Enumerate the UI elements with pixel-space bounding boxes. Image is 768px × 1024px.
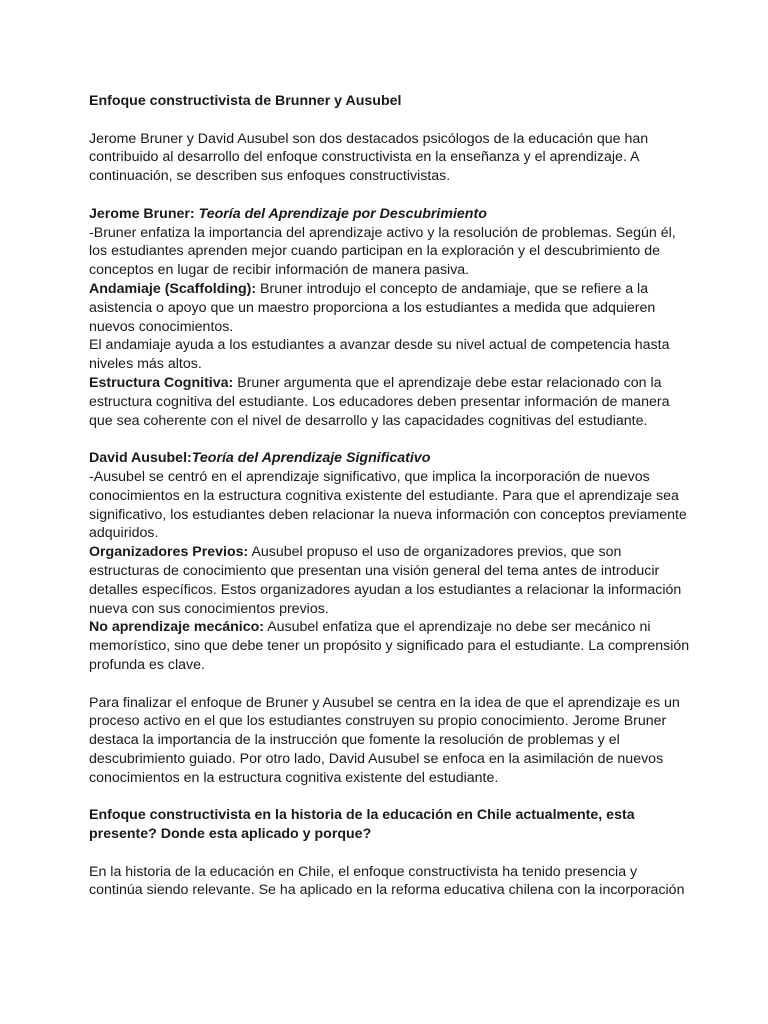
paragraph-line: conocimientos en la estructura cognitiva existente del estudiante. Para que el aprendizaje sea — [89, 487, 679, 504]
paragraph-line: memorístico, sino que debe tener un propósito y significado para el estudiante. La comprensión — [89, 638, 690, 655]
heading-theory: Teoría del Aprendizaje Significativo — [191, 450, 431, 467]
paragraph-line: conocimientos en la estructura cognitiva existente del estudiante. — [89, 769, 499, 786]
ausubel-section — [89, 449, 690, 675]
mecanico-line — [89, 618, 684, 637]
paragraph-line: nuevos conocimientos. — [89, 318, 234, 335]
paragraph-line: conceptos en lugar de recibir información de manera pasiva. — [89, 262, 470, 279]
paragraph-line: El andamiaje ayuda a los estudiantes a avanzar desde su nivel actual de competencia hasta — [89, 337, 670, 354]
term-label: Estructura Cognitiva: — [89, 374, 234, 391]
heading-name: Jerome Bruner: — [89, 205, 199, 222]
paragraph-line: destaca la importancia de la instrucción que fomente la resolución de problemas y el — [89, 732, 620, 749]
paragraph-line: -Bruner enfatiza la importancia del aprendizaje activo y la resolución de problemas. Según él, — [89, 224, 676, 241]
term-label: Organizadores Previos: — [89, 544, 249, 561]
paragraph-line: contribuido al desarrollo del enfoque constructivista en la enseñanza y el aprendizaje. A — [89, 149, 640, 166]
paragraph-line: estructuras de conocimiento que presentan una visión general del tema antes de introducir — [89, 562, 660, 579]
organizadores-line — [89, 543, 684, 562]
term-text: Bruner introdujo el concepto de andamiaje, que se refiere a la — [256, 280, 649, 297]
paragraph-line: nueva con sus conocimientos previos. — [89, 600, 329, 617]
term-label: No aprendizaje mecánico: — [89, 619, 265, 636]
paragraph-line: profunda es clave. — [89, 656, 205, 673]
paragraph-line: descubrimiento guiado. Por otro lado, David Ausubel se enfoca en la asimilación de nuevos — [89, 750, 664, 767]
paragraph-line: asistencia o apoyo que un maestro proporciona a los estudiantes a medida que adquieren — [89, 299, 656, 316]
paragraph-line: estructura cognitiva del estudiante. Los educadores deben presentar información de manera — [89, 393, 670, 410]
paragraph-line: proceso activo en el que los estudiantes construyen su propio conocimiento. Jerome Bruner — [89, 713, 667, 730]
paragraph-line: los estudiantes aprenden mejor cuando participan en la exploración y el descubrimiento de — [89, 243, 661, 260]
paragraph-line: adquiridos. — [89, 525, 159, 542]
andamiaje-line — [89, 280, 684, 299]
document-title: Enfoque constructivista de Brunner y Ausubel — [89, 93, 402, 109]
bruner-section — [89, 205, 684, 431]
paragraph-line: En la historia de la educación en Chile, el enfoque constructivista ha tenido presencia y — [89, 863, 638, 880]
chile-heading — [89, 806, 684, 844]
term-text: Bruner argumenta que el aprendizaje debe estar relacionado con la — [233, 374, 662, 391]
paragraph-line: detalles específicos. Estos organizadores ayudan a los estudiantes a relacionar la información — [89, 581, 682, 598]
paragraph-line: Para finalizar el enfoque de Bruner y Ausubel se centra en la idea de que el aprendizaje es un — [89, 694, 680, 711]
ausubel-heading — [89, 449, 684, 468]
paragraph-line: niveles más altos. — [89, 356, 202, 373]
bruner-heading — [89, 205, 684, 224]
paragraph-line: Jerome Bruner y David Ausubel son dos destacados psicólogos de la educación que han — [89, 130, 649, 147]
conclusion-paragraph — [89, 694, 684, 788]
estructura-line — [89, 374, 684, 393]
paragraph-line: -Ausubel se centró en el aprendizaje significativo, que implica la incorporación de nuevos — [89, 468, 650, 485]
chile-paragraph — [89, 863, 684, 901]
paragraph-line: que sea coherente con el nivel de desarrollo y las capacidades cognitivas del estudiante. — [89, 412, 648, 429]
term-text: Ausubel propuso el uso de organizadores previos, que son — [248, 544, 622, 561]
term-text: Ausubel enfatiza que el aprendizaje no debe ser mecánico ni — [264, 619, 651, 636]
paragraph-line: significativo, los estudiantes deben relacionar la nueva información con conceptos previamente — [89, 506, 687, 523]
heading-name: David Ausubel: — [89, 450, 192, 467]
heading-line: Enfoque constructivista en la historia de la educación en Chile actualmente, esta — [89, 807, 635, 824]
intro-paragraph — [89, 130, 684, 186]
term-label: Andamiaje (Scaffolding): — [89, 280, 257, 297]
heading-line: presente? Donde esta aplicado y porque? — [89, 826, 372, 843]
heading-theory: Teoría del Aprendizaje por Descubrimiento — [198, 205, 487, 222]
paragraph-line: continuación, se describen sus enfoques constructivistas. — [89, 168, 451, 185]
paragraph-line: continúa siendo relevante. Se ha aplicado en la reforma educativa chilena con la incorporación — [89, 882, 685, 899]
